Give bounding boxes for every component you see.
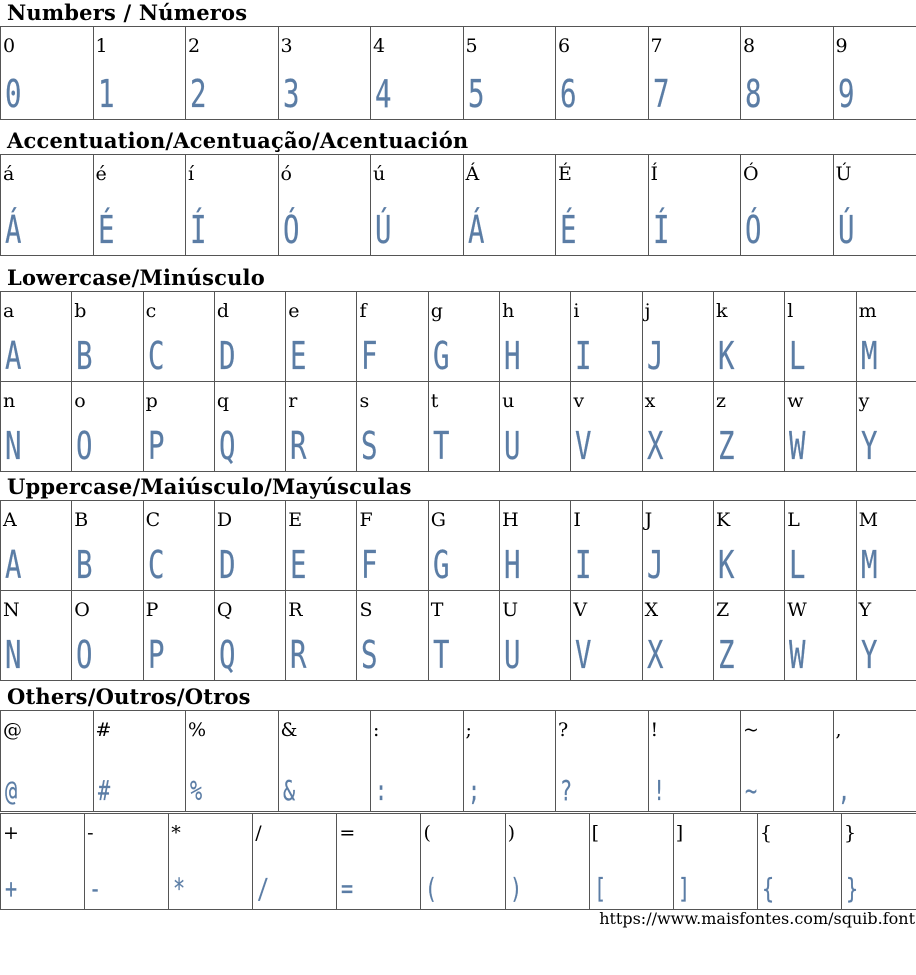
glyph-sample: 8 bbox=[745, 72, 762, 116]
char-label: G bbox=[430, 509, 446, 531]
char-label: É bbox=[558, 163, 572, 185]
char-label: u bbox=[502, 390, 515, 412]
char-label: ) bbox=[507, 822, 515, 844]
glyph-sample: } bbox=[845, 872, 859, 905]
glyph-sample: ) bbox=[509, 872, 522, 905]
char-label: & bbox=[280, 719, 298, 741]
glyph-sample: D bbox=[218, 543, 236, 587]
glyph-sample: # bbox=[97, 774, 110, 807]
glyph-sample: , bbox=[837, 774, 850, 807]
glyph-cell bbox=[556, 155, 649, 256]
glyph-sample: M bbox=[860, 334, 878, 378]
glyph-cell bbox=[428, 292, 499, 382]
char-label: o bbox=[74, 390, 86, 412]
char-label: e bbox=[288, 300, 300, 322]
char-label: [ bbox=[591, 822, 600, 844]
char-label: % bbox=[188, 719, 207, 741]
glyph-sample: J bbox=[646, 334, 664, 378]
glyph-cell bbox=[253, 814, 337, 910]
glyph-sample: A bbox=[5, 543, 22, 587]
glyph-cell bbox=[571, 501, 642, 591]
glyph-sample: C bbox=[147, 334, 165, 378]
glyph-cell bbox=[72, 292, 143, 382]
glyph-cell bbox=[286, 501, 357, 591]
char-label: q bbox=[216, 390, 230, 412]
char-label: E bbox=[288, 509, 303, 531]
glyph-row bbox=[1, 501, 916, 591]
glyph-sample: 2 bbox=[190, 72, 207, 116]
glyph-row bbox=[1, 292, 916, 382]
glyph-sample: E bbox=[290, 543, 307, 587]
char-label: T bbox=[430, 599, 444, 621]
glyph-sample: L bbox=[789, 334, 806, 378]
glyph-cell bbox=[143, 382, 214, 472]
glyph-cell bbox=[357, 382, 428, 472]
glyph-sample: R bbox=[290, 633, 307, 677]
glyph-cell bbox=[278, 155, 371, 256]
char-label: ] bbox=[675, 822, 684, 844]
glyph-sample: ] bbox=[677, 872, 690, 905]
char-label: ! bbox=[650, 719, 659, 741]
glyph-cell bbox=[833, 27, 916, 120]
char-label: j bbox=[644, 300, 651, 322]
glyph-sample: @ bbox=[5, 774, 18, 807]
glyph-cell bbox=[463, 27, 556, 120]
glyph-sample: T bbox=[432, 633, 450, 677]
glyph-sample: Y bbox=[860, 633, 878, 677]
char-label: k bbox=[715, 300, 728, 322]
char-label: Z bbox=[715, 599, 730, 621]
char-label: } bbox=[843, 822, 857, 844]
glyph-cell bbox=[500, 382, 571, 472]
char-label: ; bbox=[465, 719, 472, 741]
char-label: ( bbox=[423, 822, 431, 844]
glyph-sample: [ bbox=[593, 872, 606, 905]
glyph-cell bbox=[357, 501, 428, 591]
glyph-cell bbox=[856, 501, 916, 591]
char-label: V bbox=[573, 599, 588, 621]
glyph-cell bbox=[1, 382, 72, 472]
glyph-sample: + bbox=[5, 872, 18, 905]
glyph-sample: Á bbox=[467, 208, 484, 252]
glyph-cell bbox=[1, 711, 94, 812]
glyph-cell bbox=[143, 591, 214, 681]
glyph-sample: ; bbox=[467, 774, 480, 807]
glyph-cell bbox=[85, 814, 169, 910]
glyph-sample: 0 bbox=[5, 72, 22, 116]
glyph-sample: G bbox=[432, 334, 450, 378]
glyph-row bbox=[1, 814, 916, 910]
numbers-grid bbox=[0, 26, 916, 120]
uppercase-grid bbox=[0, 500, 916, 681]
glyph-sample: T bbox=[432, 424, 450, 468]
char-label: r bbox=[288, 390, 298, 412]
glyph-cell bbox=[785, 292, 856, 382]
glyph-cell bbox=[371, 711, 464, 812]
char-label: P bbox=[145, 599, 159, 621]
glyph-sample: & bbox=[282, 774, 295, 807]
glyph-sample: U bbox=[504, 633, 521, 677]
char-label: D bbox=[216, 509, 233, 531]
glyph-cell bbox=[72, 591, 143, 681]
glyph-sample: * bbox=[173, 872, 186, 905]
glyph-cell bbox=[428, 501, 499, 591]
char-label: R bbox=[288, 599, 303, 621]
glyph-cell bbox=[500, 501, 571, 591]
glyph-sample: Í bbox=[652, 208, 669, 252]
char-label: a bbox=[3, 300, 15, 322]
glyph-sample: O bbox=[76, 633, 93, 677]
glyph-sample: ~ bbox=[745, 774, 758, 807]
glyph-cell bbox=[833, 155, 916, 256]
char-label: I bbox=[573, 509, 581, 531]
glyph-cell bbox=[428, 382, 499, 472]
glyph-cell bbox=[214, 292, 285, 382]
char-label: 9 bbox=[835, 35, 848, 57]
char-label: Ó bbox=[743, 163, 759, 185]
glyph-cell bbox=[713, 382, 784, 472]
glyph-cell bbox=[463, 155, 556, 256]
glyph-cell bbox=[463, 711, 556, 812]
glyph-sample: V bbox=[575, 633, 592, 677]
char-label: * bbox=[171, 822, 181, 844]
glyph-cell bbox=[1, 814, 85, 910]
char-label: 8 bbox=[743, 35, 756, 57]
glyph-cell bbox=[93, 711, 186, 812]
glyph-cell bbox=[589, 814, 673, 910]
glyph-cell bbox=[571, 382, 642, 472]
glyph-cell bbox=[785, 591, 856, 681]
glyph-cell bbox=[571, 591, 642, 681]
glyph-cell bbox=[93, 27, 186, 120]
glyph-cell bbox=[286, 382, 357, 472]
glyph-cell bbox=[357, 591, 428, 681]
glyph-cell bbox=[648, 155, 741, 256]
glyph-sample: 1 bbox=[97, 72, 114, 116]
char-label: ó bbox=[280, 163, 292, 185]
char-label: 5 bbox=[465, 35, 478, 57]
glyph-cell bbox=[143, 501, 214, 591]
glyph-sample: J bbox=[646, 543, 664, 587]
glyph-cell bbox=[785, 382, 856, 472]
char-label: ú bbox=[373, 163, 386, 185]
char-label: t bbox=[430, 390, 439, 412]
glyph-cell bbox=[642, 382, 713, 472]
glyph-sample: S bbox=[361, 633, 378, 677]
char-label: 1 bbox=[95, 35, 108, 57]
glyph-cell bbox=[785, 501, 856, 591]
char-label: @ bbox=[3, 719, 22, 741]
glyph-sample: Ó bbox=[282, 208, 299, 252]
glyph-sample: N bbox=[5, 633, 22, 677]
char-label: z bbox=[715, 390, 726, 412]
glyph-cell bbox=[143, 292, 214, 382]
glyph-cell bbox=[214, 591, 285, 681]
char-label: L bbox=[787, 509, 800, 531]
glyph-sample: ? bbox=[560, 774, 573, 807]
glyph-cell bbox=[741, 155, 834, 256]
char-label: 2 bbox=[188, 35, 201, 57]
glyph-cell bbox=[757, 814, 841, 910]
glyph-sample: H bbox=[504, 334, 521, 378]
char-label: í bbox=[188, 163, 195, 185]
glyph-sample: K bbox=[717, 543, 735, 587]
char-label: { bbox=[759, 822, 772, 844]
glyph-cell bbox=[856, 292, 916, 382]
glyph-sample: N bbox=[5, 424, 22, 468]
char-label: s bbox=[359, 390, 370, 412]
glyph-sample: I bbox=[575, 543, 592, 587]
others-grid-2 bbox=[0, 813, 916, 910]
glyph-sample: Z bbox=[717, 424, 735, 468]
glyph-sample: C bbox=[147, 543, 165, 587]
glyph-sample: P bbox=[147, 633, 165, 677]
glyph-sample: U bbox=[504, 424, 521, 468]
char-label: Á bbox=[465, 163, 480, 185]
char-label: á bbox=[3, 163, 15, 185]
glyph-sample: { bbox=[761, 872, 774, 905]
glyph-cell bbox=[286, 591, 357, 681]
char-label: w bbox=[787, 390, 804, 412]
char-label: = bbox=[339, 822, 356, 844]
char-label: Q bbox=[216, 599, 233, 621]
glyph-cell bbox=[500, 292, 571, 382]
glyph-sample: G bbox=[432, 543, 450, 587]
glyph-sample: X bbox=[646, 633, 664, 677]
glyph-sample: ( bbox=[425, 872, 438, 905]
glyph-sample: O bbox=[76, 424, 93, 468]
glyph-sample: E bbox=[290, 334, 307, 378]
glyph-cell bbox=[421, 814, 505, 910]
title-uppercase: Uppercase/Maiúsculo/Mayúsculas bbox=[7, 474, 412, 499]
glyph-cell bbox=[571, 292, 642, 382]
glyph-sample: B bbox=[76, 543, 93, 587]
glyph-sample: Q bbox=[218, 424, 236, 468]
char-label: O bbox=[74, 599, 90, 621]
glyph-sample: R bbox=[290, 424, 307, 468]
glyph-cell bbox=[713, 591, 784, 681]
glyph-sample: Y bbox=[860, 424, 878, 468]
char-label: A bbox=[3, 509, 17, 531]
title-accentuation: Accentuation/Acentuação/Acentuación bbox=[7, 128, 469, 153]
glyph-sample: Ó bbox=[745, 208, 762, 252]
char-label: Í bbox=[650, 163, 659, 185]
glyph-sample: F bbox=[361, 334, 378, 378]
glyph-sample: Ú bbox=[375, 208, 392, 252]
glyph-cell bbox=[286, 292, 357, 382]
char-label: 6 bbox=[558, 35, 571, 57]
char-label: F bbox=[359, 509, 373, 531]
glyph-cell bbox=[648, 711, 741, 812]
char-label: : bbox=[373, 719, 380, 741]
glyph-sample: M bbox=[860, 543, 878, 587]
glyph-row bbox=[1, 27, 916, 120]
glyph-sample: S bbox=[361, 424, 378, 468]
glyph-sample: Q bbox=[218, 633, 236, 677]
glyph-sample: Á bbox=[5, 208, 22, 252]
glyph-cell bbox=[741, 711, 834, 812]
char-label: ~ bbox=[743, 719, 759, 741]
glyph-sample: 7 bbox=[652, 72, 669, 116]
glyph-sample: 9 bbox=[837, 72, 854, 116]
glyph-sample: Z bbox=[717, 633, 735, 677]
glyph-sample: V bbox=[575, 424, 592, 468]
char-label: é bbox=[95, 163, 107, 185]
glyph-cell bbox=[642, 292, 713, 382]
glyph-sample: B bbox=[76, 334, 93, 378]
char-label: W bbox=[787, 599, 807, 621]
glyph-cell bbox=[741, 27, 834, 120]
glyph-cell bbox=[357, 292, 428, 382]
char-label: 0 bbox=[3, 35, 16, 57]
others-grid-1 bbox=[0, 710, 916, 812]
char-label: Y bbox=[858, 599, 872, 621]
glyph-cell bbox=[428, 591, 499, 681]
char-label: m bbox=[858, 300, 877, 322]
glyph-sample: I bbox=[575, 334, 592, 378]
char-label: S bbox=[359, 599, 373, 621]
char-label: X bbox=[644, 599, 659, 621]
glyph-sample: X bbox=[646, 424, 664, 468]
glyph-cell bbox=[856, 382, 916, 472]
glyph-cell bbox=[278, 711, 371, 812]
accentuation-grid bbox=[0, 154, 916, 256]
glyph-cell bbox=[841, 814, 916, 910]
char-label: x bbox=[644, 390, 656, 412]
char-label: g bbox=[430, 300, 443, 322]
char-label: # bbox=[95, 719, 112, 741]
char-label: c bbox=[145, 300, 157, 322]
glyph-row bbox=[1, 591, 916, 681]
glyph-cell bbox=[1, 155, 94, 256]
glyph-cell bbox=[556, 711, 649, 812]
glyph-cell bbox=[371, 155, 464, 256]
char-label: 3 bbox=[280, 35, 293, 57]
char-label: l bbox=[787, 300, 794, 322]
glyph-cell bbox=[500, 591, 571, 681]
glyph-sample: 5 bbox=[467, 72, 484, 116]
glyph-cell bbox=[186, 155, 279, 256]
glyph-cell bbox=[186, 711, 279, 812]
char-label: U bbox=[502, 599, 519, 621]
char-label: H bbox=[502, 509, 519, 531]
glyph-cell bbox=[93, 155, 186, 256]
glyph-cell bbox=[713, 501, 784, 591]
glyph-sample: Ú bbox=[837, 208, 854, 252]
glyph-sample: W bbox=[789, 633, 806, 677]
glyph-cell bbox=[713, 292, 784, 382]
title-lowercase: Lowercase/Minúsculo bbox=[7, 265, 265, 290]
glyph-sample: F bbox=[361, 543, 378, 587]
glyph-cell bbox=[371, 27, 464, 120]
char-label: M bbox=[858, 509, 879, 531]
char-label: J bbox=[644, 509, 653, 531]
glyph-sample: ! bbox=[652, 774, 665, 807]
title-others: Others/Outros/Otros bbox=[7, 684, 251, 709]
char-label: B bbox=[74, 509, 89, 531]
char-label: p bbox=[145, 390, 158, 412]
glyph-sample: 6 bbox=[560, 72, 577, 116]
glyph-sample: P bbox=[147, 424, 165, 468]
glyph-sample: É bbox=[560, 208, 577, 252]
glyph-cell bbox=[833, 711, 916, 812]
footer-url[interactable]: https://www.maisfontes.com/squib.font bbox=[599, 909, 915, 928]
char-label: Ú bbox=[835, 163, 852, 185]
glyph-cell bbox=[505, 814, 589, 910]
glyph-sample: É bbox=[97, 208, 114, 252]
glyph-cell bbox=[856, 591, 916, 681]
char-label: + bbox=[3, 822, 19, 844]
glyph-sample: L bbox=[789, 543, 806, 587]
char-label: C bbox=[145, 509, 161, 531]
title-numbers: Numbers / Números bbox=[7, 0, 248, 25]
glyph-cell bbox=[1, 292, 72, 382]
glyph-sample: / bbox=[257, 872, 270, 905]
glyph-row bbox=[1, 711, 916, 812]
glyph-sample: = bbox=[341, 872, 354, 905]
char-label: / bbox=[255, 822, 262, 844]
char-label: i bbox=[573, 300, 580, 322]
char-label: n bbox=[3, 390, 16, 412]
char-label: b bbox=[74, 300, 87, 322]
glyph-cell bbox=[214, 382, 285, 472]
glyph-cell bbox=[214, 501, 285, 591]
glyph-sample: D bbox=[218, 334, 236, 378]
glyph-sample: - bbox=[89, 872, 102, 905]
glyph-cell bbox=[72, 382, 143, 472]
glyph-sample: W bbox=[789, 424, 806, 468]
glyph-cell bbox=[642, 591, 713, 681]
char-label: , bbox=[835, 719, 842, 741]
glyph-cell bbox=[186, 27, 279, 120]
glyph-sample: Í bbox=[190, 208, 207, 252]
glyph-cell bbox=[673, 814, 757, 910]
glyph-cell bbox=[1, 27, 94, 120]
char-label: v bbox=[573, 390, 585, 412]
glyph-sample: A bbox=[5, 334, 22, 378]
char-label: - bbox=[87, 822, 94, 844]
glyph-sample: : bbox=[375, 774, 388, 807]
glyph-sample: % bbox=[190, 774, 203, 807]
char-label: 4 bbox=[373, 35, 386, 57]
char-label: h bbox=[502, 300, 515, 322]
glyph-cell bbox=[1, 591, 72, 681]
char-label: N bbox=[3, 599, 20, 621]
char-label: d bbox=[216, 300, 230, 322]
glyph-cell bbox=[642, 501, 713, 591]
char-label: 7 bbox=[650, 35, 663, 57]
char-label: K bbox=[715, 509, 731, 531]
lowercase-grid bbox=[0, 291, 916, 472]
char-label: ? bbox=[558, 719, 569, 741]
glyph-cell bbox=[278, 27, 371, 120]
glyph-sample: H bbox=[504, 543, 521, 587]
glyph-cell bbox=[1, 501, 72, 591]
glyph-cell bbox=[556, 27, 649, 120]
glyph-row bbox=[1, 382, 916, 472]
char-label: y bbox=[858, 390, 870, 412]
glyph-sample: K bbox=[717, 334, 735, 378]
glyph-sample: 4 bbox=[375, 72, 392, 116]
char-label: f bbox=[359, 300, 367, 322]
glyph-cell bbox=[169, 814, 253, 910]
glyph-cell bbox=[648, 27, 741, 120]
glyph-row bbox=[1, 155, 916, 256]
glyph-sample: 3 bbox=[282, 72, 299, 116]
glyph-cell bbox=[72, 501, 143, 591]
glyph-cell bbox=[337, 814, 421, 910]
